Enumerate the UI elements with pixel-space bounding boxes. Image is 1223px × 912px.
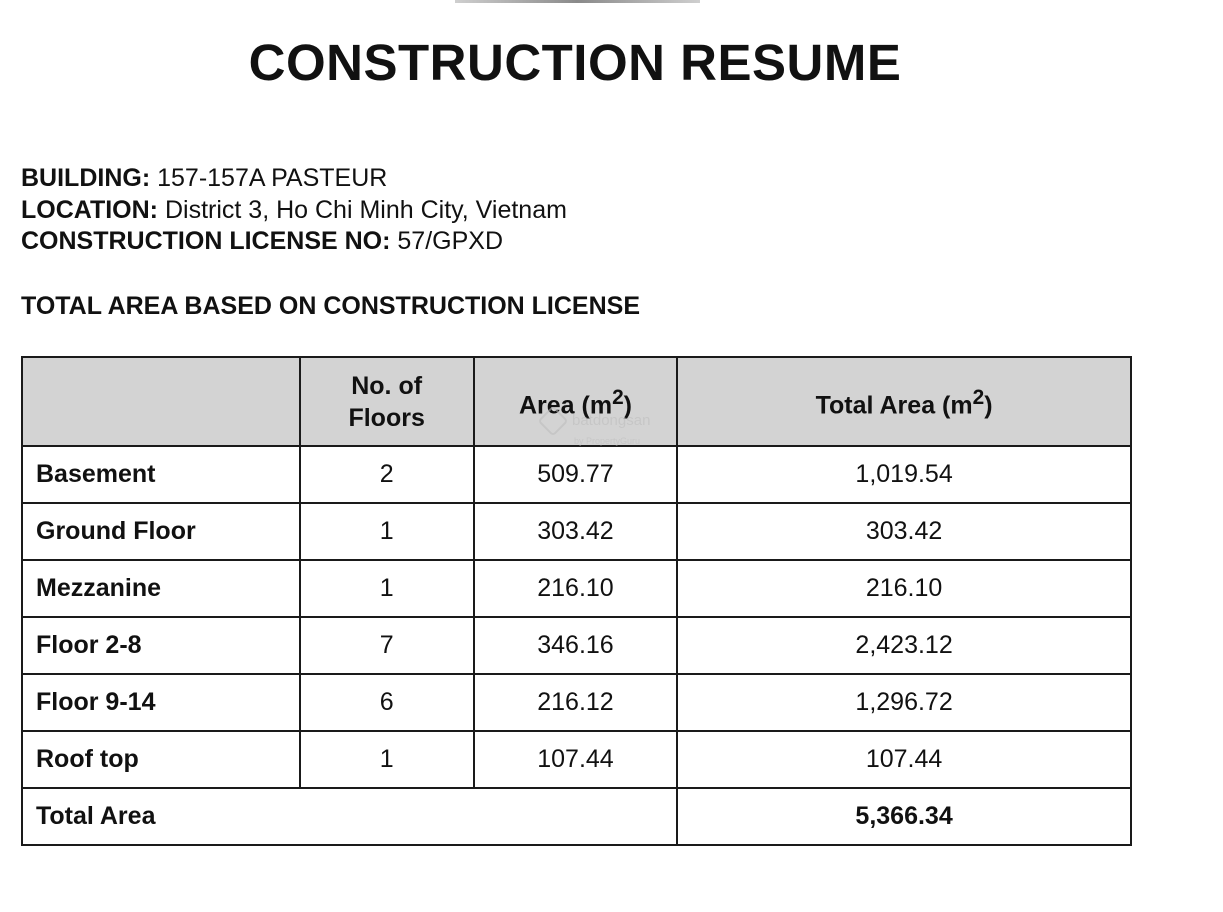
- row-name: Ground Floor: [22, 503, 300, 560]
- header-blank: [22, 357, 300, 446]
- total-row: [22, 788, 1131, 845]
- row-name: Mezzanine: [22, 560, 300, 617]
- building-info: [21, 163, 567, 258]
- header-total-area: [677, 357, 1131, 446]
- row-total: 1,296.72: [677, 674, 1131, 731]
- license-line: [21, 226, 567, 258]
- header-area-close: ): [623, 391, 632, 420]
- row-total: 303.42: [677, 503, 1131, 560]
- building-line: [21, 163, 567, 195]
- page-title: CONSTRUCTION RESUME: [248, 34, 902, 91]
- license-label: CONSTRUCTION LICENSE NO:: [21, 227, 391, 255]
- header-total-sup: 2: [972, 385, 985, 409]
- row-total: 107.44: [677, 731, 1131, 788]
- row-name: Roof top: [22, 731, 300, 788]
- row-floors: 1: [300, 731, 474, 788]
- table-row: [22, 731, 1131, 788]
- location-line: [21, 195, 567, 227]
- building-value: 157-157A PASTEUR: [157, 164, 388, 192]
- row-total: 2,423.12: [677, 617, 1131, 674]
- row-name: Basement: [22, 446, 300, 503]
- row-floors: 7: [300, 617, 474, 674]
- row-area: 107.44: [474, 731, 677, 788]
- location-label: LOCATION:: [21, 195, 159, 224]
- watermark-sub: by PropertyGuru: [574, 436, 641, 446]
- building-label: BUILDING:: [21, 164, 151, 192]
- row-area: 216.12: [474, 674, 677, 731]
- table-header-row: [22, 357, 1131, 446]
- header-floors-line2: Floors: [348, 403, 425, 432]
- row-area: 346.16: [474, 617, 677, 674]
- header-total-close: ): [984, 391, 993, 420]
- row-name: Floor 9-14: [22, 674, 300, 731]
- row-area: 509.77: [474, 446, 677, 503]
- header-floors: [300, 357, 474, 446]
- row-area: 216.10: [474, 560, 677, 617]
- total-value: 5,366.34: [677, 788, 1131, 845]
- total-label: Total Area: [22, 788, 677, 845]
- row-name: Floor 2-8: [22, 617, 300, 674]
- table-row: [22, 560, 1131, 617]
- table-row: [22, 674, 1131, 731]
- area-table: [21, 356, 1132, 846]
- row-floors: 1: [300, 560, 474, 617]
- row-floors: 2: [300, 446, 474, 503]
- table-row: [22, 503, 1131, 560]
- row-floors: 6: [300, 674, 474, 731]
- row-total: 1,019.54: [677, 446, 1131, 503]
- section-heading: TOTAL AREA BASED ON CONSTRUCTION LICENSE: [21, 292, 641, 320]
- header-area: [474, 357, 677, 446]
- row-area: 303.42: [474, 503, 677, 560]
- header-area-sup: 2: [612, 385, 624, 409]
- header-floors-line1: No. of: [351, 371, 423, 400]
- header-total-text: Total Area (m: [815, 391, 973, 420]
- location-value: District 3, Ho Chi Minh City, Vietnam: [164, 195, 567, 224]
- row-floors: 1: [300, 503, 474, 560]
- table-row: [22, 446, 1131, 503]
- watermark-brand: batdongsan: [572, 411, 651, 429]
- row-total: 216.10: [677, 560, 1131, 617]
- license-value: 57/GPXD: [397, 227, 504, 255]
- table-row: [22, 617, 1131, 674]
- header-area-text: Area (m: [518, 391, 613, 420]
- top-image-edge: [455, 0, 700, 3]
